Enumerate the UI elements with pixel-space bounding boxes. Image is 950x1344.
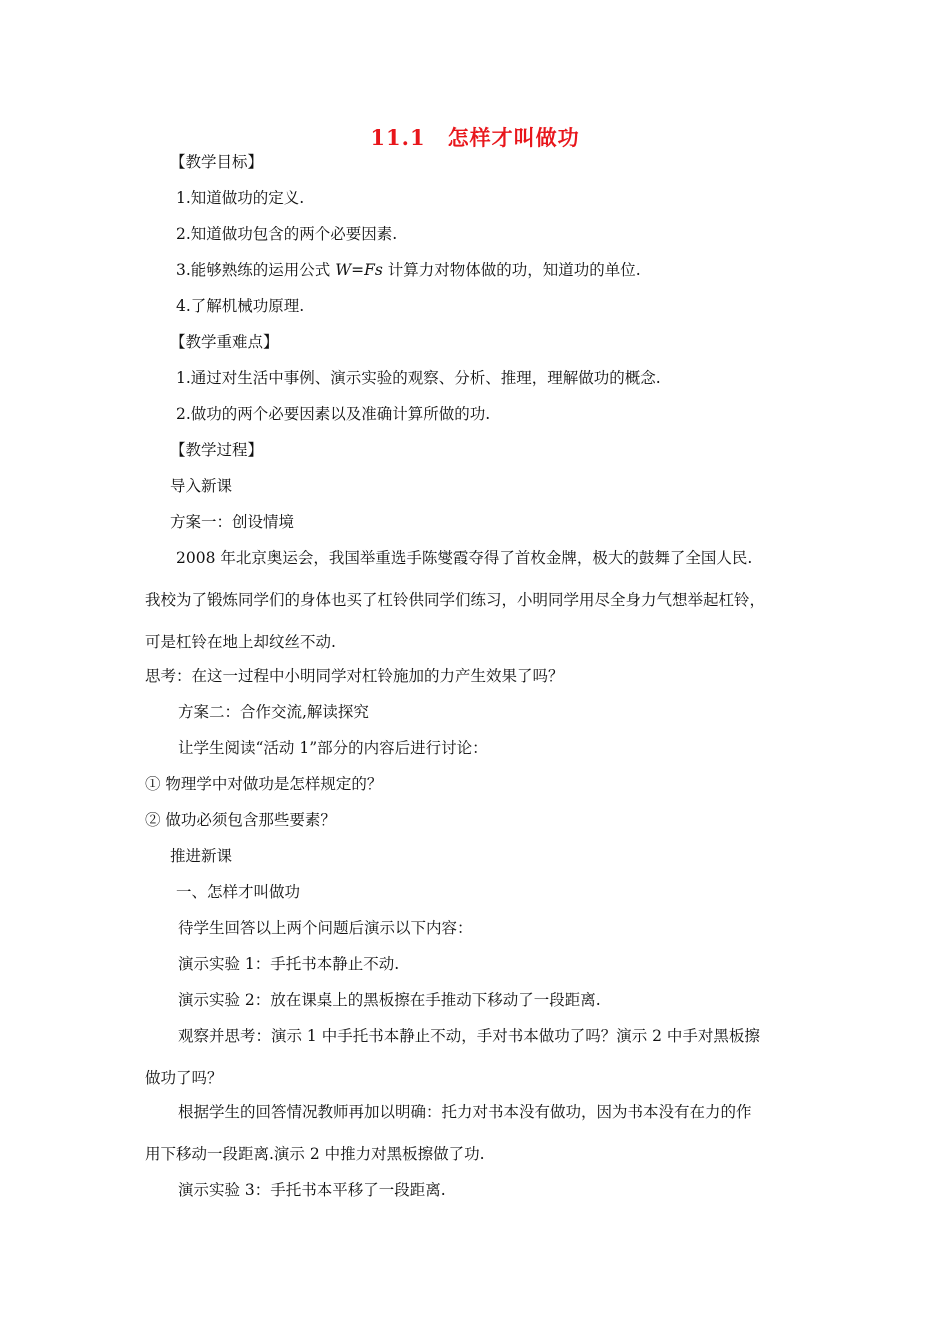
section-1-heading: 一、怎样才叫做功 — [176, 883, 301, 901]
key-points-heading: 【教学重难点】 — [170, 333, 279, 351]
wait-instruction: 待学生回答以上两个问题后演示以下内容： — [178, 919, 473, 937]
goals-heading: 【教学目标】 — [170, 153, 264, 171]
key-point-1: 1.通过对生活中事例、演示实验的观察、分析、推理，理解做功的概念. — [176, 369, 661, 387]
goal-4: 4.了解机械功原理. — [176, 297, 305, 315]
goal-3-post: 计算力对物体做的功，知道功的单位. — [382, 261, 641, 279]
plan-1: 方案一：创设情境 — [170, 513, 295, 531]
plan-2: 方案二：合作交流,解读探究 — [178, 703, 369, 721]
observe-line-1: 观察并思考：演示 1 中手托书本静止不动，手对书本做功了吗？演示 2 中手对黑板擦 — [178, 1027, 760, 1045]
process-heading: 【教学过程】 — [170, 441, 264, 459]
goal-3 — [176, 260, 641, 280]
think-question: 思考：在这一过程中小明同学对杠铃施加的力产生效果了吗？ — [145, 667, 564, 685]
goal-3-pre: 3.能够熟练的运用公式 — [176, 261, 336, 279]
intro-heading: 导入新课 — [170, 477, 233, 495]
goal-2: 2.知道做功包含的两个必要因素. — [176, 225, 398, 243]
observe-line-2: 做功了吗？ — [145, 1069, 223, 1087]
goal-1: 1.知道做功的定义. — [176, 189, 305, 207]
paragraph-1-line-1: 2008 年北京奥运会，我国举重选手陈燮霞夺得了首枚金牌，极大的鼓舞了全国人民. — [176, 549, 753, 567]
page-title: 11.1 怎样才叫做功 — [370, 125, 580, 150]
formula-work: W=Fs — [335, 261, 383, 279]
clarify-line-1: 根据学生的回答情况教师再加以明确：托力对书本没有做功，因为书本没有在力的作 — [178, 1103, 752, 1121]
key-point-2: 2.做功的两个必要因素以及准确计算所做的功. — [176, 405, 491, 423]
question-2: ② 做功必须包含那些要素？ — [145, 811, 336, 829]
paragraph-1-line-2: 我校为了锻炼同学们的身体也买了杠铃供同学们练习，小明同学用尽全身力气想举起杠铃， — [145, 591, 766, 609]
demo-1: 演示实验 1：手托书本静止不动. — [178, 955, 400, 973]
question-1: ① 物理学中对做功是怎样规定的？ — [145, 775, 383, 793]
read-instruction: 让学生阅读“活动 1”部分的内容后进行讨论： — [178, 739, 488, 757]
demo-2: 演示实验 2：放在课桌上的黑板擦在手推动下移动了一段距离. — [178, 991, 601, 1009]
paragraph-1-line-3: 可是杠铃在地上却纹丝不动. — [145, 633, 336, 651]
clarify-line-2: 用下移动一段距离.演示 2 中推力对黑板擦做了功. — [145, 1145, 485, 1163]
advance-heading: 推进新课 — [170, 847, 233, 865]
demo-3: 演示实验 3：手托书本平移了一段距离. — [178, 1181, 446, 1199]
